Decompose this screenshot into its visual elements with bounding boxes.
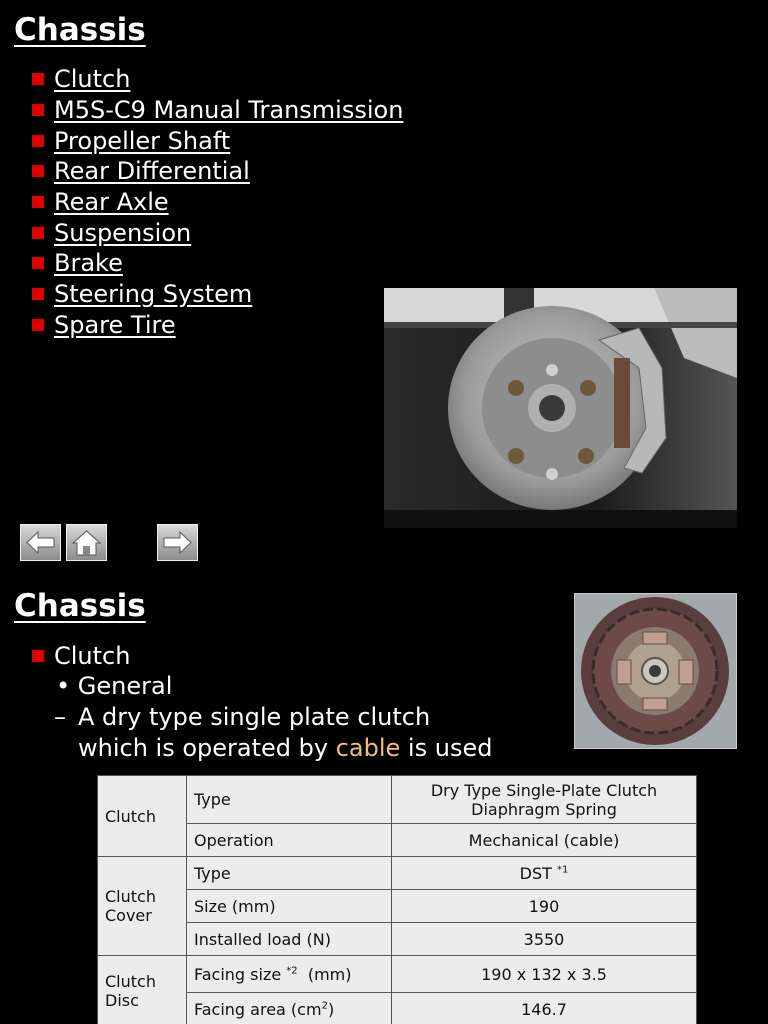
back-arrow-icon <box>21 525 60 560</box>
table-row <box>98 824 697 857</box>
outline-line2 <box>78 733 492 764</box>
clutch-outline <box>32 640 493 762</box>
value-text: DST <box>519 863 552 883</box>
outline-general-label: General <box>77 672 173 700</box>
footnote-mark: *2 <box>286 965 298 977</box>
menu-item-rear-differential[interactable] <box>32 156 403 187</box>
row-label <box>187 993 392 1024</box>
dash-bullet-icon: – <box>54 703 66 731</box>
group-line: Clutch <box>105 972 156 991</box>
row-label <box>187 956 392 993</box>
menu-item-transmission[interactable] <box>32 95 403 126</box>
cable-highlight: cable <box>335 734 401 762</box>
next-arrow-icon <box>158 525 197 560</box>
menu-link[interactable]: Rear Axle <box>54 188 169 217</box>
group-clutch: Clutch <box>98 776 187 857</box>
label-text: Facing size <box>194 964 287 984</box>
menu-link[interactable]: Propeller Shaft <box>54 126 231 155</box>
dot-bullet-icon: • <box>56 672 78 700</box>
row-label: Installed load (N) <box>187 923 392 956</box>
menu-item-suspension[interactable] <box>32 217 403 248</box>
menu-link[interactable]: Spare Tire <box>54 310 176 339</box>
menu-link[interactable]: Clutch <box>54 65 131 94</box>
row-value <box>392 776 697 824</box>
menu-item-steering[interactable] <box>32 279 403 310</box>
label-text: Facing area (cm <box>194 1000 322 1019</box>
menu-link[interactable]: Steering System <box>54 280 253 309</box>
row-label: Type <box>187 776 392 824</box>
outline-level1 <box>32 640 130 671</box>
back-button[interactable] <box>20 524 61 561</box>
menu-item-brake[interactable] <box>32 248 403 279</box>
group-line: Clutch <box>105 887 156 906</box>
outline-clutch-label: Clutch <box>54 641 131 670</box>
bullet-icon <box>32 650 44 662</box>
outline-level3 <box>54 702 493 764</box>
value-line: Dry Type Single-Plate Clutch <box>430 780 658 800</box>
bullet-icon <box>32 319 44 331</box>
row-value: 190 x 132 x 3.5 <box>392 956 697 993</box>
outline-level2 <box>56 671 172 702</box>
group-clutch-cover <box>98 857 187 956</box>
row-value <box>392 857 697 890</box>
page-title: Chassis <box>14 12 146 48</box>
group-line: Cover <box>105 906 152 925</box>
bullet-icon <box>32 227 44 239</box>
menu-link[interactable]: Suspension <box>54 218 192 247</box>
row-value: 146.7 <box>392 993 697 1024</box>
line2-pre: which is operated by <box>78 734 336 762</box>
row-label: Size (mm) <box>187 890 392 923</box>
menu-link[interactable]: Rear Differential <box>54 157 250 186</box>
bullet-icon <box>32 135 44 147</box>
clutch-disc-photo <box>574 593 737 749</box>
table-row <box>98 776 697 824</box>
bullet-icon <box>32 288 44 300</box>
row-label: Operation <box>187 824 392 857</box>
clutch-spec-table <box>97 775 697 1024</box>
label-close: ) <box>327 1000 335 1019</box>
menu-item-propeller-shaft[interactable] <box>32 125 403 156</box>
line2-post: is used <box>400 734 493 762</box>
menu-item-spare-tire[interactable] <box>32 310 403 341</box>
bullet-icon <box>32 196 44 208</box>
menu-link[interactable]: Brake <box>54 249 123 278</box>
section-title: Chassis <box>14 588 146 624</box>
menu-item-rear-axle[interactable] <box>32 187 403 218</box>
row-label: Type <box>187 857 392 890</box>
row-value: Mechanical (cable) <box>392 824 697 857</box>
outline-line1: A dry type single plate clutch <box>78 703 431 731</box>
label-unit: (mm) <box>297 964 352 984</box>
table-row <box>98 890 697 923</box>
bullet-icon <box>32 73 44 85</box>
group-line: Disc <box>105 991 139 1010</box>
home-icon <box>67 525 106 560</box>
bullet-icon <box>32 104 44 116</box>
table-row <box>98 993 697 1024</box>
table-row <box>98 956 697 993</box>
table-row <box>98 857 697 890</box>
value-line: Diaphragm Spring <box>471 799 617 819</box>
brake-disc-photo <box>384 288 737 528</box>
home-button[interactable] <box>66 524 107 561</box>
table-row <box>98 923 697 956</box>
row-value: 3550 <box>392 923 697 956</box>
chassis-menu <box>32 64 403 340</box>
exponent: 2 <box>321 1000 328 1012</box>
menu-item-clutch[interactable] <box>32 64 403 95</box>
footnote-mark: *1 <box>556 864 569 876</box>
bullet-icon <box>32 257 44 269</box>
next-button[interactable] <box>157 524 198 561</box>
row-value: 190 <box>392 890 697 923</box>
menu-link[interactable]: M5S-C9 Manual Transmission <box>54 96 404 125</box>
bullet-icon <box>32 165 44 177</box>
group-clutch-disc <box>98 956 187 1024</box>
